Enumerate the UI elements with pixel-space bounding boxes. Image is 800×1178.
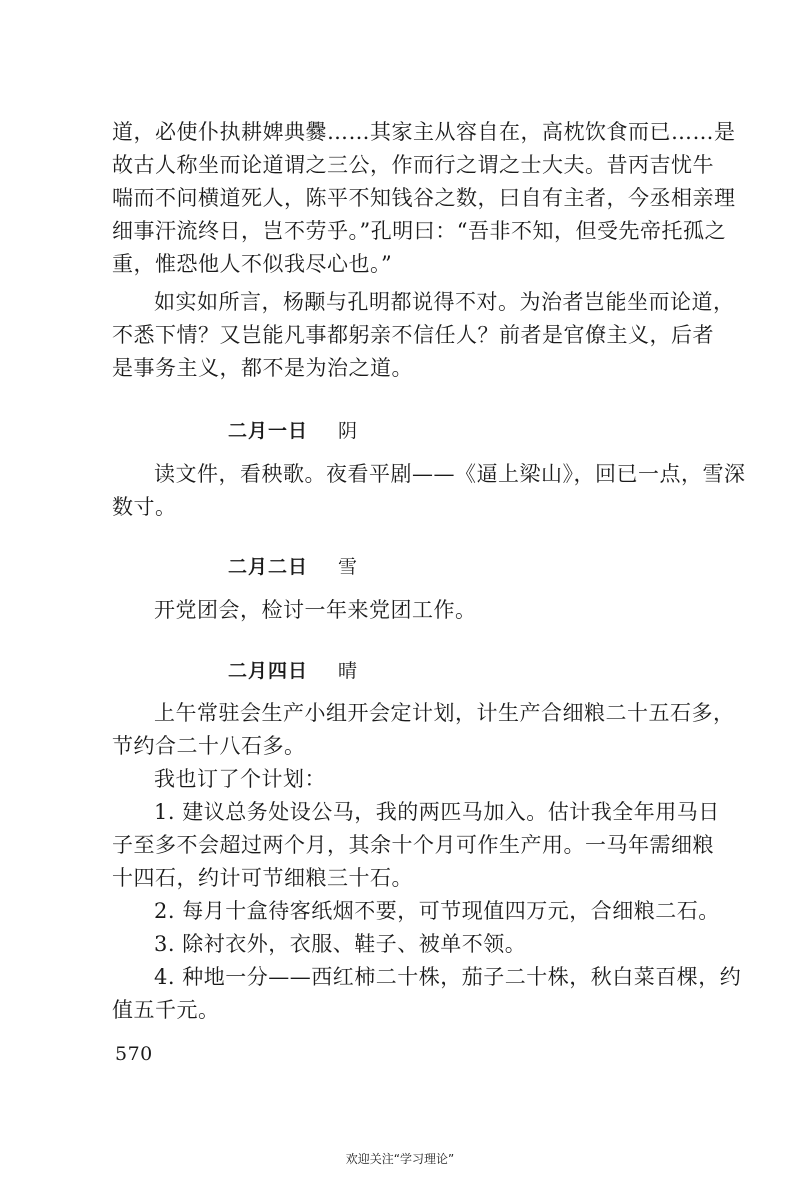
entry-date: 二月二日: [228, 556, 309, 578]
text-line: 道，必使仆执耕婢典爨……其家主从容自在，高枕饮食而已……是: [112, 120, 736, 144]
entry-body-feb4: [112, 697, 742, 1027]
text-line: 上午常驻会生产小组开会定计划，计生产合细粮二十五石多，: [154, 701, 735, 725]
text-line: 喘而不问横道死人，陈平不知钱谷之数，曰自有主者，今丞相亲理: [112, 186, 736, 210]
entry-date: 二月四日: [228, 660, 309, 682]
footer-watermark: 欢迎关注“学习理论”: [345, 1152, 455, 1166]
text-line: 开党团会，检讨一年来党团工作。: [154, 598, 477, 622]
entry-weather: 雪: [338, 556, 359, 578]
text-line: 是事务主义，都不是为治之道。: [112, 356, 413, 380]
plan-item-4: 4. 种地一分——西红柿二十株，茄子二十株，秋白菜百棵，约: [154, 965, 742, 989]
text-line: 读文件，看秧歌。夜看平剧——《逼上梁山》，回已一点，雪深: [154, 462, 746, 486]
comment-paragraph: [112, 286, 735, 385]
text-line: 值五千元。: [112, 998, 220, 1022]
entry-weather: 阴: [338, 420, 359, 442]
text-line: 子至多不会超过两个月，其余十个月可作生产用。一马年需细粮: [112, 833, 714, 857]
entry-heading-feb1: [228, 416, 358, 443]
text-line: 不悉下情？又岂能凡事都躬亲不信任人？前者是官僚主义，后者: [112, 323, 714, 347]
plan-item-2: 2. 每月十盒待客纸烟不要，可节现值四万元，合细粮二石。: [154, 899, 720, 923]
entry-body-feb1: [112, 458, 746, 524]
entry-weather: 晴: [338, 660, 359, 682]
entry-body-feb2: [112, 594, 696, 627]
quote-paragraph: [112, 116, 736, 281]
text-line: 故古人称坐而论道谓之三公，作而行之谓之士大夫。昔丙吉忧牛: [112, 153, 714, 177]
text-line: 如实如所言，杨颙与孔明都说得不对。为治者岂能坐而论道，: [154, 290, 735, 314]
page-number: 570: [115, 1043, 153, 1065]
text-line: 重，惟恐他人不似我尽心也。”: [112, 252, 393, 276]
entry-date: 二月一日: [228, 420, 309, 442]
entry-heading-feb4: [228, 656, 358, 683]
entry-heading-feb2: [228, 552, 358, 579]
plan-item-1: 1. 建议总务处设公马，我的两匹马加入。估计我全年用马日: [154, 800, 720, 824]
plan-item-3: 3. 除衬衣外，衣服、鞋子、被单不领。: [154, 932, 527, 956]
text-line: 数寸。: [112, 495, 177, 519]
text-line: 细事汗流终日，岂不劳乎。”孔明曰：“吾非不知，但受先帝托孤之: [112, 219, 726, 243]
text-line: 十四石，约计可节细粮三十石。: [112, 866, 413, 890]
text-line: 节约合二十八石多。: [112, 734, 306, 758]
plan-intro: 我也订了个计划：: [154, 767, 326, 791]
